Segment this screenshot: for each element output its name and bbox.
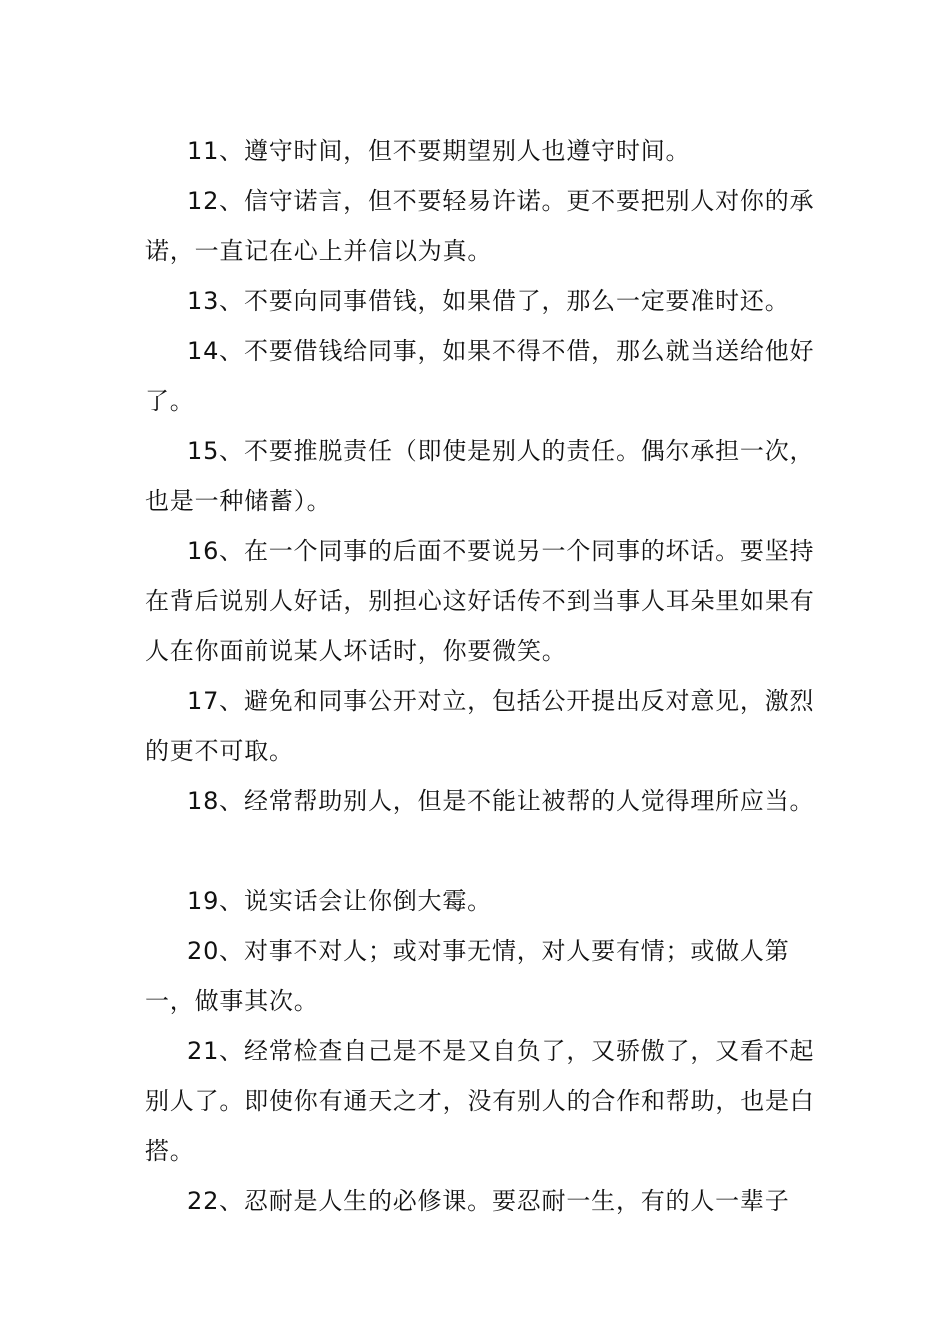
paragraph-12: 12、信守诺言，但不要轻易许诺。更不要把别人对你的承诺，一直记在心上并信以为真。 [145,187,815,265]
paragraph-11: 11、遵守时间，但不要期望别人也遵守时间。 [187,137,691,165]
paragraph-15: 15、不要推脱责任（即使是别人的责任。偶尔承担一次，也是一种储蓄）。 [145,437,815,515]
paragraph-gap [145,826,825,876]
paragraph-19: 19、说实话会让你倒大霉。 [187,887,492,915]
paragraph-16: 16、在一个同事的后面不要说另一个同事的坏话。要坚持在背后说别人好话，别担心这好话传不到当事人耳朵里如果有人在你面前说某人坏话时，你要微笑。 [145,537,815,665]
paragraph-17: 17、避免和同事公开对立，包括公开提出反对意见，激烈的更不可取。 [145,687,815,765]
document-body [145,126,825,1226]
paragraph-14: 14、不要借钱给同事，如果不得不借，那么就当送给他好了。 [145,337,815,415]
paragraph-21: 21、经常检查自己是不是又自负了，又骄傲了，又看不起别人了。即使你有通天之才，没有别人的合作和帮助，也是白搭。 [145,1037,815,1165]
paragraph-18: 18、经常帮助别人，但是不能让被帮的人觉得理所应当。 [187,787,815,815]
paragraph-13: 13、不要向同事借钱，如果借了，那么一定要准时还。 [187,287,790,315]
paragraph-20: 20、对事不对人；或对事无情，对人要有情；或做人第一，做事其次。 [145,937,790,1015]
paragraph-22: 22、忍耐是人生的必修课。要忍耐一生，有的人一辈子 [187,1187,790,1215]
